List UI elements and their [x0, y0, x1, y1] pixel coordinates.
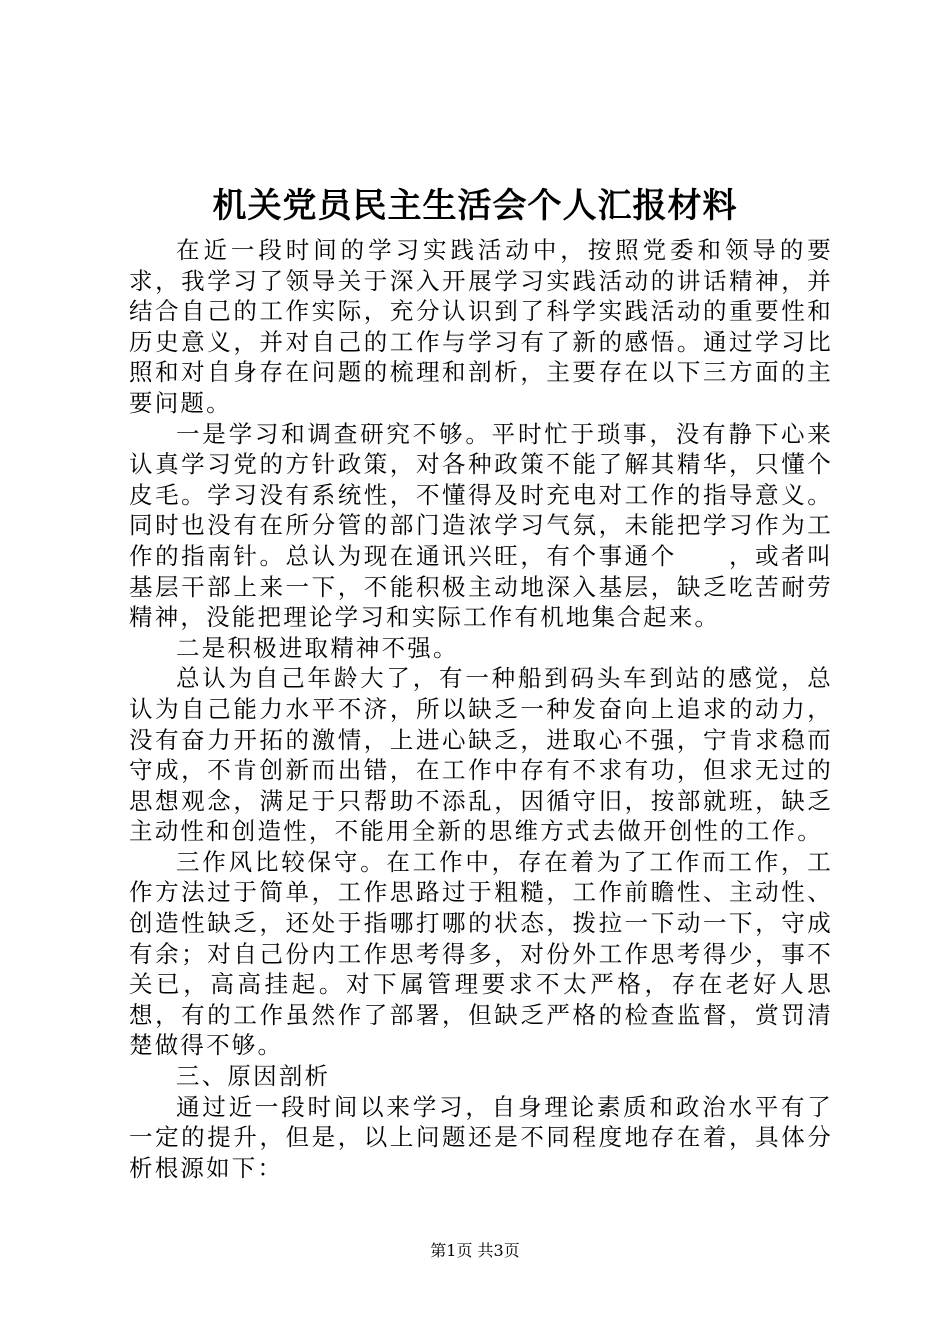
- paragraph-issue-two-heading: 二是积极进取精神不强。: [176, 633, 459, 662]
- paragraph-issue-one: 一是学习和调查研究不够。平时忙于琐事，没有静下心来认真学习党的方针政策，对各种政策不能了解其精华，只懂个皮毛。学习没有系统性，不懂得及时充电对工作的指导意义。同时也没有在所分管的部门造浓学习气氛，未能把学习作为工作的指南针。总认为现在通讯兴旺，有个事通个 ，或者叫基层干部上来一下，不能积极主动地深入基层，缺乏吃苦耐劳精神，没能把理论学习和实际工作有机地集合起来。: [129, 419, 833, 632]
- paragraph-cause-heading: 三、原因剖析: [176, 1062, 331, 1091]
- paragraph-cause-analysis: 通过近一段时间以来学习，自身理论素质和政治水平有了一定的提升，但是，以上问题还是不同程度地存在着，具体分析根源如下：: [129, 1092, 833, 1182]
- paragraph-issue-two: 总认为自己年龄大了，有一种船到码头车到站的感觉，总认为自己能力水平不济，所以缺乏一种发奋向上追求的动力，没有奋力开拓的激情，上进心缺乏，进取心不强，宁肯求稳而守成，不肯创新而出错，在工作中存有不求有功，但求无过的思想观念，满足于只帮助不添乱，因循守旧，按部就班，缺乏主动性和创造性，不能用全新的思维方式去做开创性的工作。: [129, 664, 833, 846]
- page-number-footer: 第1页 共3页: [430, 1241, 520, 1260]
- document-body: [129, 235, 833, 1183]
- document-title: 机关党员民主生活会个人汇报材料: [212, 186, 738, 226]
- paragraph-intro: 在近一段时间的学习实践活动中，按照党委和领导的要求，我学习了领导关于深入开展学习实践活动的讲话精神，并结合自己的工作实际，充分认识到了科学实践活动的重要性和历史意义，并对自己的工作与学习有了新的感悟。通过学习比照和对自身存在问题的梳理和剖析，主要存在以下三方面的主要问题。: [129, 236, 833, 417]
- paragraph-issue-three: 三作风比较保守。在工作中，存在着为了工作而工作，工作方法过于简单，工作思路过于粗糙，工作前瞻性、主动性、创造性缺乏，还处于指哪打哪的状态，拨拉一下动一下，守成有余；对自己份内工作思考得多，对份外工作思考得少，事不关已，高高挂起。对下属管理要求不太严格，存在老好人思想，有的工作虽然作了部署，但缺乏严格的检查监督，赏罚清楚做得不够。: [129, 847, 833, 1060]
